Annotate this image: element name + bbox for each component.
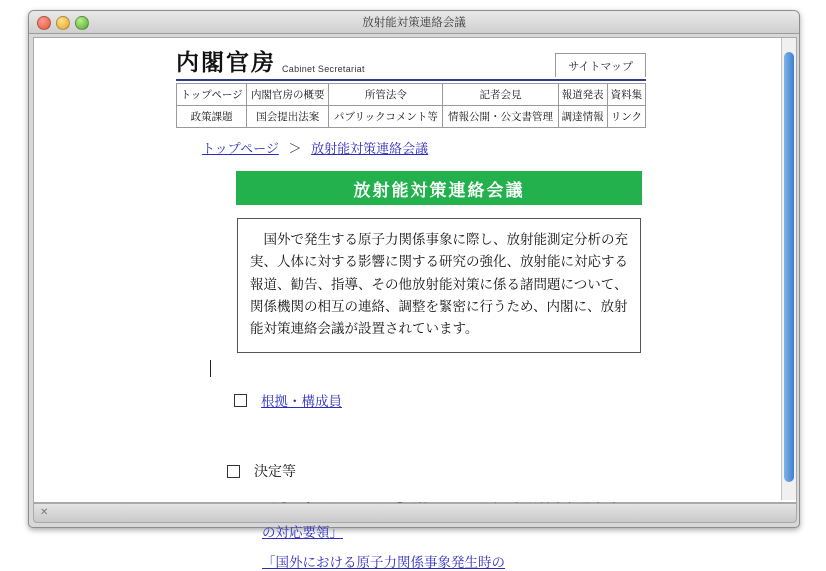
- page-title-banner: 放射能対策連絡会議: [236, 171, 642, 205]
- nav-item-documents[interactable]: 資料集: [607, 84, 645, 106]
- web-page: [34, 38, 780, 570]
- nav-item-overview[interactable]: 内閣官房の概要: [247, 84, 329, 106]
- nav-item-links[interactable]: リンク: [607, 106, 645, 128]
- sitemap-link[interactable]: サイトマップ: [555, 53, 646, 77]
- global-nav: [176, 83, 646, 128]
- list-item: [227, 461, 296, 481]
- nav-row-2: [177, 106, 646, 128]
- brand-row: [176, 44, 646, 81]
- nav-item-procurement[interactable]: 調達情報: [558, 106, 607, 128]
- vertical-scrollbar[interactable]: [781, 38, 796, 500]
- nav-item-laws[interactable]: 所管法令: [329, 84, 443, 106]
- nav-item-top[interactable]: トップページ: [177, 84, 247, 106]
- nav-row-1: [177, 84, 646, 106]
- vertical-scrollbar-thumb[interactable]: [784, 52, 794, 482]
- nav-item-policy[interactable]: 政策課題: [177, 106, 247, 128]
- window-titlebar[interactable]: [29, 11, 799, 34]
- breadcrumb-home-link[interactable]: トップページ: [202, 141, 279, 156]
- description-text: 国外で発生する原子力関係事象に際し、放射能測定分析の充実、人体に対する影響に関する研究の強化、放射能に対応する報道、勧告、指導、その他放射能対策に係る諸問題について、関係機関の相互の連絡、調整を緊密に行うため、内閣に、放射能対策連絡会議が設置されています。: [250, 232, 628, 337]
- brand-title-jp: 内閣官房: [176, 50, 276, 75]
- link-kyokyo-koseiin[interactable]: 根拠・構成員: [261, 394, 342, 409]
- brand-title-en: Cabinet Secretariat: [282, 64, 365, 74]
- checkbox-icon: [234, 394, 247, 407]
- nav-item-disclosure[interactable]: 情報公開・公文書管理: [443, 106, 558, 128]
- nav-item-bills[interactable]: 国会提出法案: [247, 106, 329, 128]
- checkbox-icon: [227, 465, 240, 478]
- site-header: [176, 44, 646, 128]
- browser-window: [28, 10, 800, 570]
- nav-item-public-comment[interactable]: パブリックコメント等: [329, 106, 443, 128]
- window-title: 放射能対策連絡会議: [362, 17, 466, 29]
- decision-title-clipped[interactable]: 「国外における原子力関係事象発生時の: [262, 555, 505, 570]
- text-caret: [210, 360, 211, 377]
- description-box: [237, 218, 641, 353]
- decision-title-line2[interactable]: の対応要領」: [262, 524, 343, 540]
- nav-item-press-release[interactable]: 報道発表: [558, 84, 607, 106]
- resize-handle-icon[interactable]: ✕: [40, 507, 49, 518]
- nav-item-press-conference[interactable]: 記者会見: [443, 84, 558, 106]
- window-statusbar: [33, 503, 797, 523]
- breadcrumb: [202, 138, 428, 157]
- breadcrumb-current-link[interactable]: 放射能対策連絡会議: [311, 141, 429, 156]
- breadcrumb-separator: ＞: [288, 141, 302, 156]
- browser-content: [33, 37, 797, 570]
- decision-entry-clipped: [262, 551, 505, 571]
- list-item: [234, 390, 342, 410]
- list-item-label-kettei: 決定等: [254, 463, 296, 479]
